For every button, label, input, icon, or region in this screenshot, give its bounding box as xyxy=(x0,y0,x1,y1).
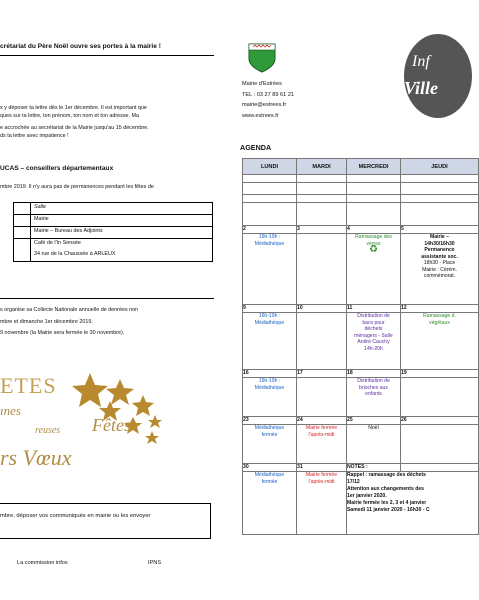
weekday-label: MERCREDI xyxy=(347,159,401,175)
calendar-day-number: 16 xyxy=(243,370,297,378)
calendar-day-number: 11 xyxy=(347,305,401,313)
calendar-day-cell xyxy=(401,378,479,417)
calendar-day-cell xyxy=(243,313,297,370)
event-text: 14h30/16h30 xyxy=(424,240,455,247)
table-row xyxy=(14,250,213,262)
calendar-day-cell xyxy=(243,183,297,195)
table-cell: Mairie – Bureau des Adjoints xyxy=(31,227,213,239)
santa-text-3: e accrochée au secrétariat de la Mairie jusqu'au 15 décembre. xyxy=(0,125,149,131)
calendar-day-cell xyxy=(297,313,347,370)
food-text-1: s organise sa Collecte Nationale annuelle de denrées non xyxy=(0,307,139,313)
calendar-day-number: 25 xyxy=(347,417,401,425)
calendar-day-number xyxy=(243,195,297,203)
mairie-name: Mairie d'Estrées xyxy=(242,81,282,87)
calendar-day-number: 24 xyxy=(297,417,347,425)
badge-text: Inf xyxy=(412,53,430,70)
calendar-day-cell xyxy=(243,425,297,464)
calendar-day-cell xyxy=(347,203,401,226)
calendar-day-cell xyxy=(347,472,479,535)
calendar-events-row xyxy=(243,183,479,195)
star-icon xyxy=(106,379,134,405)
event-text: Noël xyxy=(368,425,379,431)
event-text: Distribution de xyxy=(357,313,390,319)
star-icon xyxy=(72,373,108,407)
calendar-day-cell xyxy=(347,378,401,417)
event-text: André Cauchy xyxy=(357,339,390,345)
calendar-events-row xyxy=(243,203,479,226)
calendar-day-number xyxy=(347,175,401,183)
agenda-title: AGENDA xyxy=(240,143,272,152)
calendar-date-row xyxy=(243,226,479,234)
star-icon xyxy=(145,431,159,444)
mairie-tel: TEL : 03 27 89 61 21 xyxy=(242,91,295,98)
calendar-day-cell xyxy=(347,183,401,195)
table-row xyxy=(14,203,213,215)
calendar-day-number xyxy=(401,464,479,472)
councillors-text: mbre 2019. Il n'y aura pas de permanences pendant les fêtes de xyxy=(0,184,154,190)
agenda-note-line: 17/12 xyxy=(347,479,360,485)
event-text: l'après-midi xyxy=(308,478,335,485)
calendar-day-cell xyxy=(297,425,347,464)
event-text: Mairie – xyxy=(430,234,449,240)
event-text: Mairie : Cérém. xyxy=(422,266,457,273)
councillors-heading: UCAS – conseillers départementaux xyxy=(0,165,114,172)
divider xyxy=(0,55,214,56)
calendar-day-number xyxy=(401,195,479,203)
greeting-text: Fêtes xyxy=(92,415,131,435)
permanence-table xyxy=(13,202,213,262)
mairie-email: mairie@estrees.fr xyxy=(242,102,287,108)
agenda-note-line: 1er janvier 2020. xyxy=(347,493,387,499)
info-ville-badge xyxy=(402,32,462,122)
calendar-day-number: 9 xyxy=(243,305,297,313)
weekday-label: LUNDI xyxy=(243,159,297,175)
calendar-date-row xyxy=(243,370,479,378)
calendar-day-cell xyxy=(401,425,479,464)
calendar-day-number: 30 xyxy=(243,464,297,472)
right-page xyxy=(232,0,458,600)
calendar-day-number xyxy=(243,175,297,183)
table-row xyxy=(14,215,213,227)
mairie-web: www.estrees.fr xyxy=(242,112,279,119)
table-cell: Mairie xyxy=(31,215,213,227)
calendar-day-number: 3 xyxy=(297,226,347,234)
calendar-events-row xyxy=(243,313,479,370)
event-text: verres xyxy=(366,240,381,247)
calendar-day-number: 31 xyxy=(297,464,347,472)
calendar-day-cell xyxy=(243,472,297,535)
divider xyxy=(0,298,214,299)
event-text: Distribution de xyxy=(357,378,390,384)
event-text: Ramassage d. xyxy=(423,313,456,319)
food-text-2: mbre et dimanche 1er décembre 2019. xyxy=(0,319,93,325)
star-icon xyxy=(148,415,162,428)
event-text: déchets xyxy=(364,326,383,332)
calendar-header-row xyxy=(243,159,479,175)
calendar-day-number: 5 xyxy=(401,226,479,234)
calendar-day-cell xyxy=(243,234,297,305)
calendar-date-row xyxy=(243,305,479,313)
calendar-day-number xyxy=(297,175,347,183)
santa-text-4: ds ta lettre avec impatience ! xyxy=(0,133,69,139)
calendar-day-number: 19 xyxy=(401,370,479,378)
calendar-day-cell xyxy=(297,234,347,305)
calendar-day-cell xyxy=(401,234,479,305)
calendar-day-cell xyxy=(347,234,401,305)
calendar-day-number: 18 xyxy=(347,370,401,378)
agenda-note-line: Attention aux changements des xyxy=(347,486,424,492)
calendar-day-number: 26 xyxy=(401,417,479,425)
event-text: l'après-midi xyxy=(308,431,335,438)
agenda-note-line: Mairie fermée les 2, 3 et 4 janvier xyxy=(347,500,427,506)
santa-text-2: ques sur ta lettre, ton prénom, ton nom et ton adresse. Ma xyxy=(0,113,140,119)
agenda-note-line: Samedi 11 janvier 2020 - 16h30 - C xyxy=(347,507,430,513)
event-text: Mairie fermée xyxy=(305,425,338,431)
calendar-day-number xyxy=(297,195,347,203)
calendar-date-row xyxy=(243,417,479,425)
calendar-day-number: 12 xyxy=(401,305,479,313)
event-text: 14h-20h xyxy=(364,345,383,352)
star-icon xyxy=(132,395,154,416)
event-text: Ramassage des xyxy=(355,234,392,240)
calendar-day-cell xyxy=(297,472,347,535)
notice-box xyxy=(0,503,211,539)
calendar-events-row xyxy=(243,472,479,535)
table-cell: 34 rue de la Chaussée à ARLEUX xyxy=(31,250,213,262)
calendar-date-row xyxy=(243,464,479,472)
event-text: 16h-19h : xyxy=(258,234,281,240)
calendar-day-cell xyxy=(297,378,347,417)
event-text: Médiathèque xyxy=(254,425,285,431)
calendar-day-cell xyxy=(297,203,347,226)
footer-ipns: IPNS xyxy=(148,560,162,566)
event-text: Mairie fermée xyxy=(305,472,338,478)
greeting-text: ınes xyxy=(0,403,21,418)
coat-of-arms-icon xyxy=(248,43,276,73)
calendar-date-row xyxy=(243,175,479,183)
santa-heading: crétariat du Père Noël ouvre ses portes à la mairie ! xyxy=(0,43,161,50)
calendar-day-cell xyxy=(401,183,479,195)
table-row xyxy=(14,227,213,239)
event-text: 16h-19h : xyxy=(258,313,281,319)
santa-text-1: x y déposer ta lettre dès le 1er décembre. Il est important que xyxy=(0,105,147,111)
table-cell: Café de l'In Sensée xyxy=(31,239,213,251)
calendar-day-cell xyxy=(347,313,401,370)
event-text: 16h-19h : xyxy=(258,378,281,384)
calendar-events-row xyxy=(243,234,479,305)
footer-credit: La commission infos xyxy=(17,560,68,566)
event-text: assistante soc. xyxy=(421,253,458,260)
calendar-day-number: 10 xyxy=(297,305,347,313)
left-page xyxy=(0,0,222,600)
agenda-note-line: Rappel : ramassage des déchets xyxy=(347,472,426,478)
event-text: fermée xyxy=(261,431,278,438)
event-text: Médiathèque xyxy=(254,319,285,326)
event-text: 18h30 - Place xyxy=(423,260,456,266)
calendar-day-number xyxy=(347,195,401,203)
greeting-text: ETES xyxy=(0,373,57,398)
event-text: commémorat. xyxy=(423,273,456,279)
table-cell: Salle xyxy=(31,203,213,215)
calendar-day-number: 17 xyxy=(297,370,347,378)
table-row xyxy=(14,239,213,251)
calendar-day-cell xyxy=(243,203,297,226)
badge-text: Ville xyxy=(404,78,439,98)
calendar-events-row xyxy=(243,378,479,417)
calendar-day-number: 4 xyxy=(347,226,401,234)
event-text: végétaux xyxy=(429,319,450,326)
event-text: bacs pour xyxy=(362,319,385,326)
calendar-day-cell xyxy=(243,378,297,417)
calendar-day-cell xyxy=(401,313,479,370)
calendar-day-cell xyxy=(297,183,347,195)
event-text: enfants xyxy=(365,391,382,397)
recycle-icon: ♻ xyxy=(369,244,378,255)
calendar-date-row xyxy=(243,195,479,203)
event-text: Médiathèque xyxy=(254,384,285,391)
calendar-day-cell xyxy=(347,425,401,464)
calendar-events-row xyxy=(243,425,479,464)
event-text: brioches aux xyxy=(359,384,388,391)
calendar-day-number: 2 xyxy=(243,226,297,234)
weekday-label: MARDI xyxy=(297,159,347,175)
agenda-calendar xyxy=(242,158,479,535)
event-text: fermée xyxy=(261,478,278,485)
season-greetings-art xyxy=(0,365,222,485)
greeting-text: reuses xyxy=(35,425,61,436)
calendar-day-cell xyxy=(401,203,479,226)
food-text-3: 9 novembre (la Mairie sera fermée le 30 novembre). xyxy=(0,330,125,336)
event-text: Permanence xyxy=(424,247,455,253)
mairie-contact xyxy=(242,79,294,121)
calendar-day-number: 23 xyxy=(243,417,297,425)
calendar-day-number xyxy=(401,175,479,183)
calendar-day-number: NOTES : xyxy=(347,464,401,472)
event-text: Médiathèque xyxy=(254,240,285,247)
event-text: ménagers - Salle xyxy=(354,332,393,339)
notice-text: mbre, déposer vos communiqués en mairie ou les envoyer xyxy=(0,513,151,519)
weekday-label: JEUDI xyxy=(401,159,479,175)
greeting-text: rs Vœux xyxy=(0,445,72,470)
event-text: Médiathèque xyxy=(254,472,285,478)
